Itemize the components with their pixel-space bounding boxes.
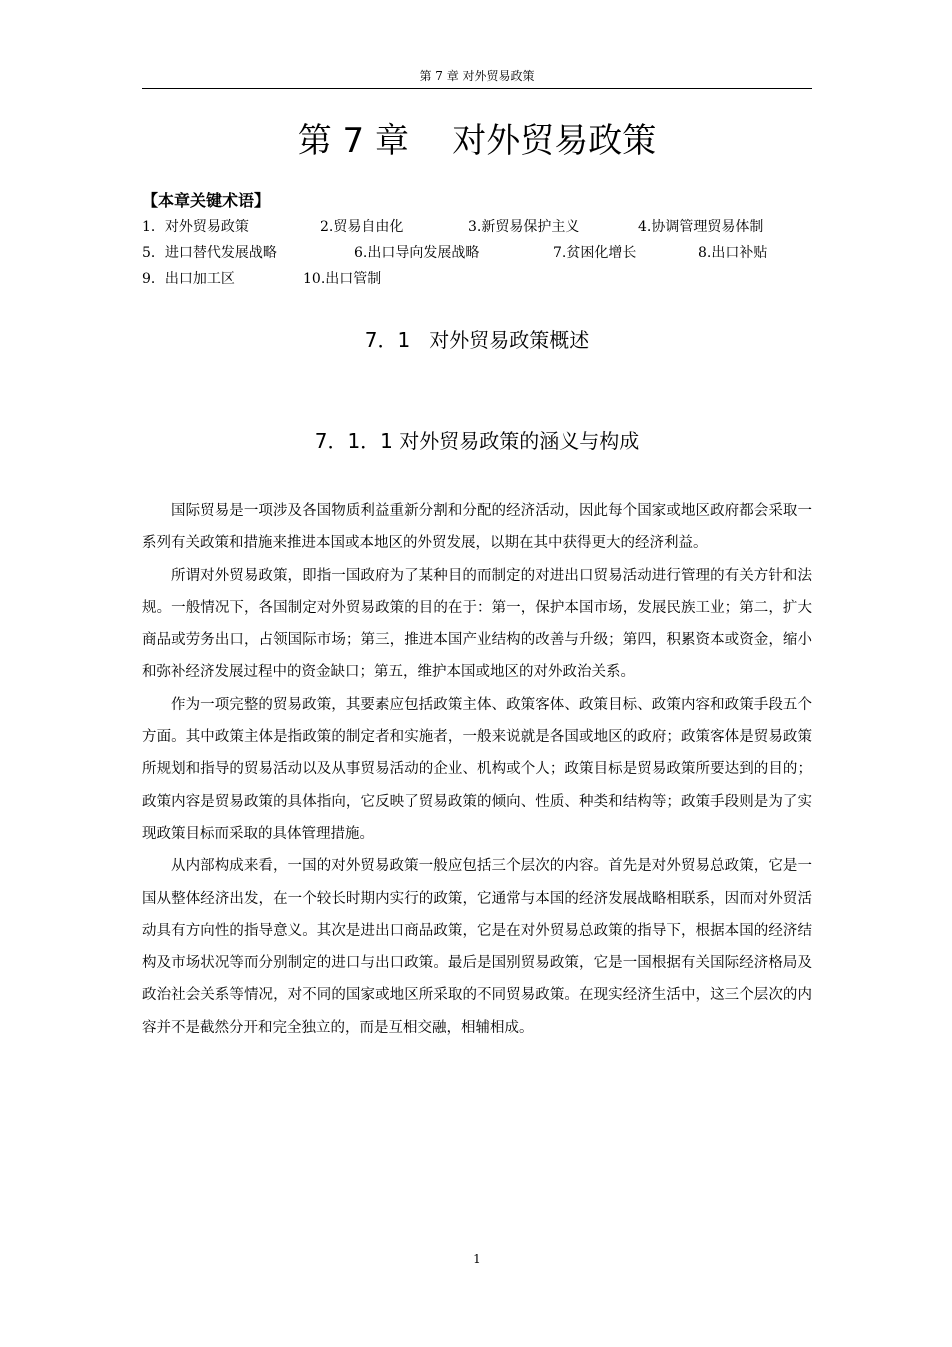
key-term: 8.出口补贴 — [698, 245, 768, 261]
paragraph: 从内部构成来看，一国的对外贸易政策一般应包括三个层次的内容。首先是对外贸易总政策，它是一国从整体经济出发，在一个较长时期内实行的政策，它通常与本国的经济发展战略相联系，因而对外贸活动具有方向性的指导意义。其次是进出口商品政策，它是在对外贸易总政策的指导下，根据本国的经济结构及市场状况等而分别制定的进口与出口政策。最后是国别贸易政策，它是一国根据有关国际经济格局及政治社会关系等情况，对不同的国家或地区所采取的不同贸易政策。在现实经济生活中，这三个层次的内容并不是截然分开和完全独立的，而是互相交融，相辅相成。 — [142, 858, 812, 1036]
key-term: 1．对外贸易政策 — [142, 219, 249, 235]
header-rule — [142, 88, 812, 89]
key-term: 7.贫困化增长 — [553, 245, 637, 261]
chapter-title: 第 7 章 对外贸易政策 — [297, 121, 657, 161]
subsection-title: 7．1．1 对外贸易政策的涵义与构成 — [314, 429, 640, 453]
key-terms-heading: 【本章关键术语】 — [142, 191, 271, 210]
paragraph: 国际贸易是一项涉及各国物质利益重新分割和分配的经济活动，因此每个国家或地区政府都会采取一系列有关政策和措施来推进本国或本地区的外贸发展，以期在其中获得更大的经济利益。 — [142, 503, 812, 552]
paragraph: 作为一项完整的贸易政策，其要素应包括政策主体、政策客体、政策目标、政策内容和政策手段五个方面。其中政策主体是指政策的制定者和实施者，一般来说就是各国或地区的政府；政策客体是贸易政策所规划和指导的贸易活动以及从事贸易活动的企业、机构或个人；政策目标是贸易政策所要达到的目的；政策内容是贸易政策的具体指向，它反映了贸易政策的倾向、性质、种类和结构等；政策手段则是为了实现政策目标而采取的具体管理措施。 — [142, 696, 812, 842]
key-term: 2.贸易自由化 — [320, 219, 404, 235]
key-term: 5．进口替代发展战略 — [142, 245, 277, 261]
key-term: 3.新贸易保护主义 — [468, 219, 580, 235]
key-term: 10.出口管制 — [303, 271, 382, 287]
section-title: 7．1 对外贸易政策概述 — [364, 328, 590, 352]
key-term: 4.协调管理贸易体制 — [638, 219, 764, 235]
running-header: 第 7 章 对外贸易政策 — [419, 69, 535, 83]
body-text — [142, 495, 812, 1044]
key-term: 9．出口加工区 — [142, 271, 235, 287]
paragraph: 所谓对外贸易政策，即指一国政府为了某种目的而制定的对进出口贸易活动进行管理的有关方针和法规。一般情况下，各国制定对外贸易政策的目的在于：第一，保护本国市场，发展民族工业；第二，扩大商品或劳务出口，占领国际市场；第三，推进本国产业结构的改善与升级；第四，积累资本或资金，缩小和弥补经济发展过程中的资金缺口；第五，维护本国或地区的对外政治关系。 — [142, 567, 812, 681]
page-number: 1 — [473, 1252, 481, 1266]
key-term: 6.出口导向发展战略 — [354, 245, 480, 261]
